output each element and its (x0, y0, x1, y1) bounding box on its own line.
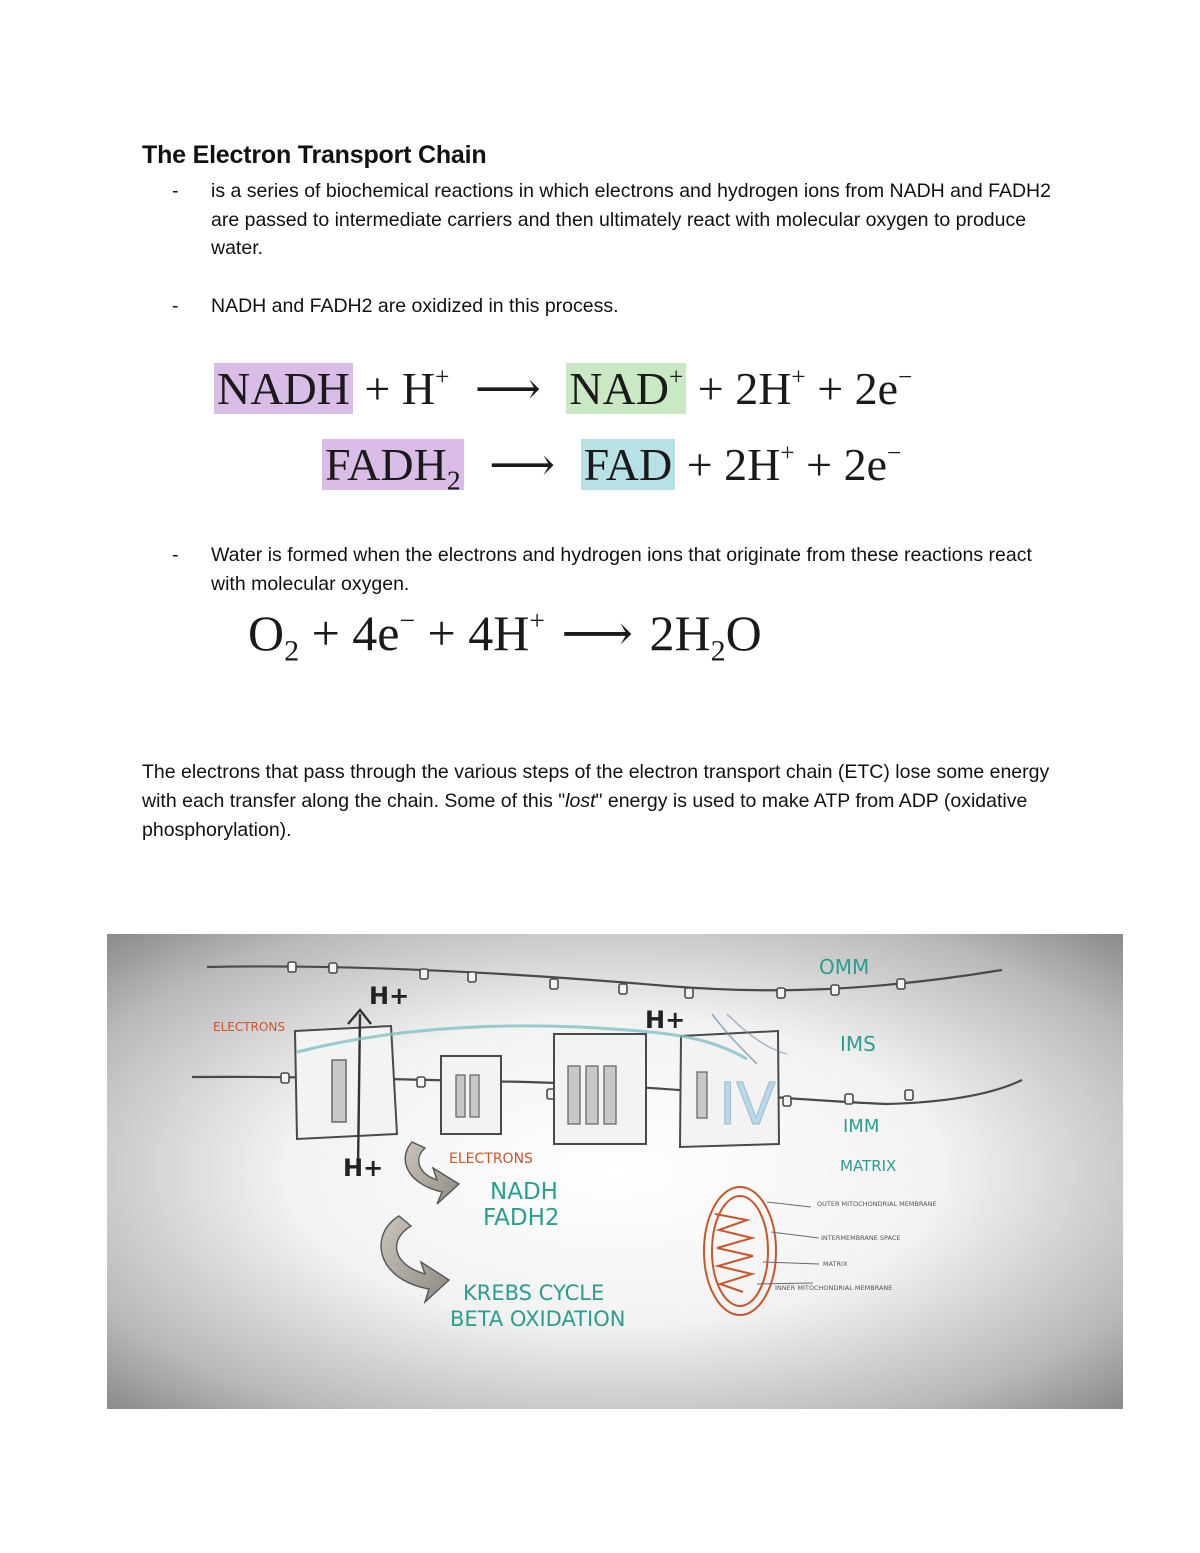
matrix-label: MATRIX (840, 1157, 897, 1175)
etc-paragraph: The electrons that pass through the various steps of the electron transport chain (ETC) lose some energy with each transfer along the chain. Some of this "lost" energy is used to make ATP from ADP (oxidative phosphorylation). (142, 761, 1050, 841)
complex-iv-label: IV (719, 1070, 776, 1138)
eq-term: + 2H+ (697, 363, 806, 414)
h-plus-bottom: H+ (343, 1154, 384, 1182)
fad-highlight: FAD (581, 439, 676, 490)
electrons-label-mid: ELECTRONS (449, 1151, 533, 1167)
complex-i (295, 1026, 397, 1139)
bullet-text: is a series of biochemical reactions in which electrons and hydrogen ions from NADH and FADH2 are passed to intermediate carriers and then ultimately react with molecular oxygen to produce water. (211, 180, 1051, 259)
imm-label: IMM (843, 1116, 880, 1137)
beta-oxidation-label: BETA OXIDATION (450, 1307, 626, 1331)
eq-term: + H+ (364, 363, 450, 414)
fadh2-highlight: $FADH_2$ (322, 439, 464, 490)
figure-background (107, 934, 1123, 1409)
eq-term: $O_2$ (248, 605, 300, 668)
bullet-dash: - (172, 180, 179, 202)
reaction-arrow: ⟶ (561, 605, 634, 661)
etc-diagram (107, 934, 1123, 1409)
eq-term: + 4H+ (427, 604, 545, 661)
omm-label: OMM (819, 955, 870, 979)
ims-label: IMS (840, 1032, 876, 1056)
bullet-text: Water is formed when the electrons and hydrogen ions that originate from these reactions react with molecular oxygen. (211, 544, 1032, 595)
mito-ims-label: INTERMEMBRANE SPACE (821, 1234, 901, 1242)
nadh-label: NADH (490, 1179, 558, 1205)
h-plus-mid: H+ (645, 1006, 686, 1034)
reaction-arrow: ⟶ (489, 439, 556, 490)
krebs-label: KREBS CYCLE (463, 1281, 605, 1305)
equation-fadh2 (322, 436, 901, 494)
bullet-dash: - (172, 544, 179, 566)
eq-term: + 2e− (817, 363, 913, 414)
electrons-label-left: ELECTRONS (213, 1020, 285, 1034)
equation-nadh (214, 360, 912, 418)
eq-term: $2H_2O$ (649, 605, 762, 668)
bullet-dash: - (172, 295, 179, 317)
nadh-highlight: NADH (214, 363, 353, 414)
h-plus-top: H+ (369, 982, 410, 1010)
etc-diagram-figure (107, 934, 1123, 1409)
eq-term: + 2e− (806, 439, 902, 490)
eq-term: + 2H+ (686, 439, 795, 490)
lost-italic: lost (565, 790, 596, 812)
complex-iii (554, 1034, 646, 1144)
eq-term: + 4e− (311, 604, 416, 661)
mito-matrix-label: MATRIX (823, 1260, 848, 1268)
bullet-text: NADH and FADH2 are oxidized in this process. (211, 295, 619, 317)
fadh2-label: FADH2 (483, 1205, 560, 1231)
page-title: The Electron Transport Chain (142, 141, 487, 169)
equation-water (248, 602, 762, 668)
nad-highlight: NAD+ (566, 363, 686, 414)
mito-inner-label: INNER MITOCHONDRIAL MEMBRANE (775, 1284, 893, 1292)
mito-outer-label: OUTER MITOCHONDRIAL MEMBRANE (817, 1200, 937, 1208)
complex-ii (441, 1056, 501, 1134)
reaction-arrow: ⟶ (474, 363, 541, 414)
